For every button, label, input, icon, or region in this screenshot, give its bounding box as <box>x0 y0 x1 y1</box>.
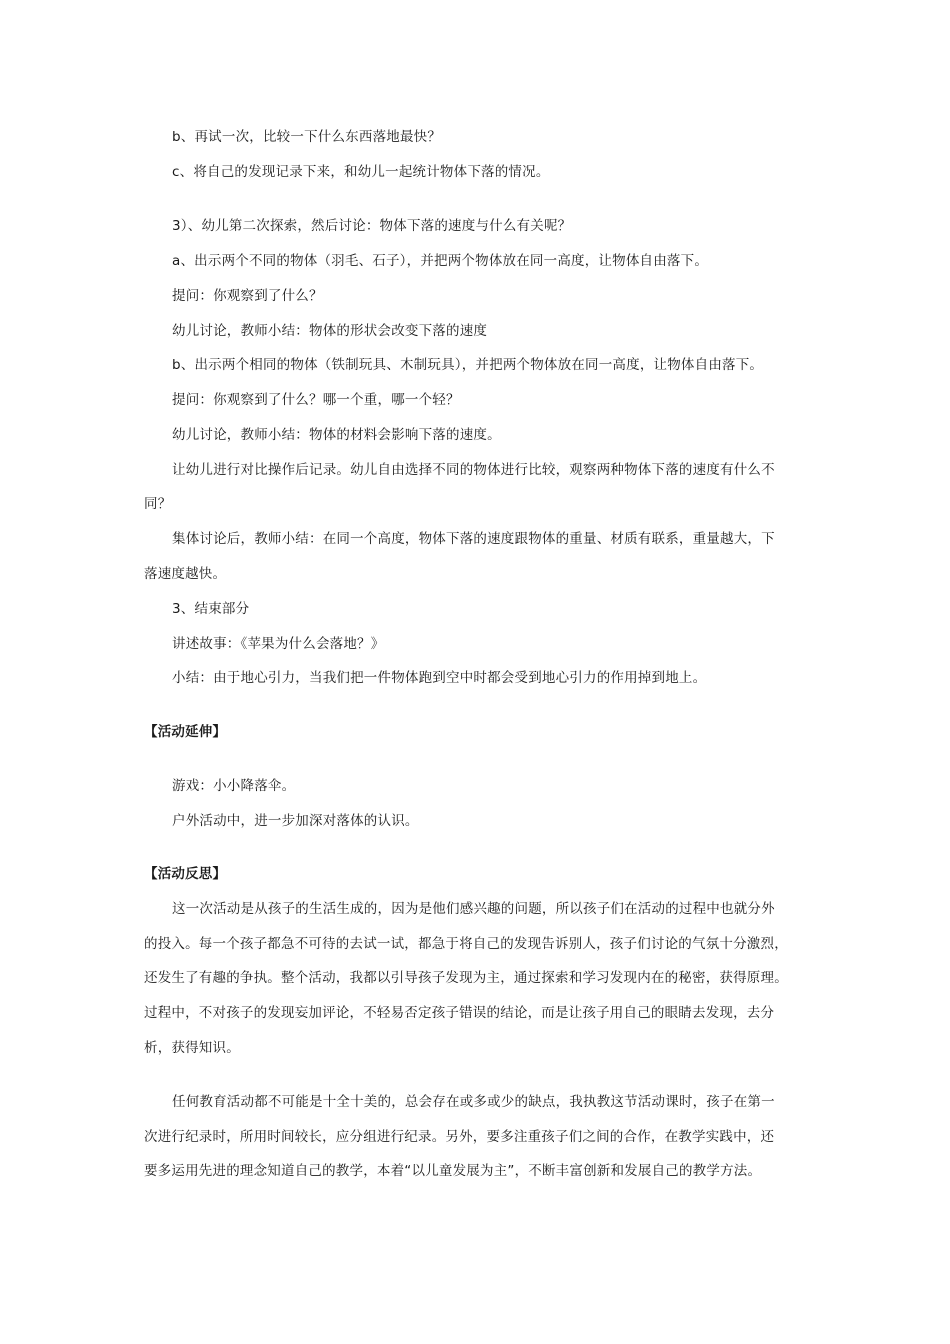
reflection-line: 次进行纪录时，所用时间较长，应分组进行纪录。另外，要多注重孩子们之间的合作，在教学实践中，还 <box>144 1129 775 1145</box>
question-line: 提问：你观察到了什么？哪一个重，哪一个轻？ <box>172 392 460 408</box>
step-b2-line: b、出示两个相同的物体（铁制玩具、木制玩具），并把两个物体放在同一高度，让物体自由落下。 <box>172 357 764 373</box>
game-line: 游戏：小小降落伞。 <box>172 778 296 794</box>
heading-extension: 【活动延伸】 <box>144 724 227 740</box>
story-line: 讲述故事：《苹果为什么会落地？》 <box>172 636 385 652</box>
step-c-line: c、将自己的发现记录下来，和幼儿一起统计物体下落的情况。 <box>172 164 550 180</box>
paragraph-line: 集体讨论后，教师小结：在同一个高度，物体下落的速度跟物体的重量、材质有联系，重量越大，下 <box>172 531 775 547</box>
second-exploration: 3）、幼儿第二次探索，然后讨论：物体下落的速度与什么有关呢？ <box>172 218 572 234</box>
summary-line: 小结：由于地心引力，当我们把一件物体跑到空中时都会受到地心引力的作用掉到地上。 <box>172 670 707 686</box>
paragraph-line: 同？ <box>144 496 172 512</box>
section-ending: 3、结束部分 <box>172 601 250 617</box>
step-b-line: b、再试一次，比较一下什么东西落地最快？ <box>172 129 442 145</box>
summary-line: 幼儿讨论，教师小结：物体的形状会改变下落的速度 <box>172 323 488 339</box>
heading-reflection: 【活动反思】 <box>144 866 227 882</box>
reflection-line: 析，获得知识。 <box>144 1040 240 1056</box>
summary-line: 幼儿讨论，教师小结：物体的材料会影响下落的速度。 <box>172 427 501 443</box>
paragraph-line: 让幼儿进行对比操作后记录。幼儿自由选择不同的物体进行比较，观察两种物体下落的速度有什么不 <box>172 462 775 478</box>
paragraph-line: 落速度越快。 <box>144 566 227 582</box>
reflection-line: 过程中，不对孩子的发现妄加评论，不轻易否定孩子错误的结论，而是让孩子用自己的眼睛去发现，去分 <box>144 1005 775 1021</box>
outdoor-line: 户外活动中，进一步加深对落体的认识。 <box>172 813 419 829</box>
reflection-line: 任何教育活动都不可能是十全十美的，总会存在或多或少的缺点，我执教这节活动课时，孩子在第一 <box>172 1094 775 1110</box>
reflection-line: 要多运用先进的理念知道自己的教学，本着“以儿童发展为主”，不断丰富创新和发展自己的教学方法。 <box>144 1163 762 1179</box>
reflection-line: 的投入。每一个孩子都急不可待的去试一试，都急于将自己的发现告诉别人，孩子们讨论的气氛十分激烈， <box>144 936 788 952</box>
reflection-line: 还发生了有趣的争执。整个活动，我都以引导孩子发现为主，通过探索和学习发现内在的秘密，获得原理。 <box>144 970 788 986</box>
step-a-line: a、出示两个不同的物体（羽毛、石子），并把两个物体放在同一高度，让物体自由落下。 <box>172 253 709 269</box>
reflection-line: 这一次活动是从孩子的生活生成的，因为是他们感兴趣的问题，所以孩子们在活动的过程中也就分外 <box>172 901 775 917</box>
question-line: 提问：你观察到了什么？ <box>172 288 323 304</box>
